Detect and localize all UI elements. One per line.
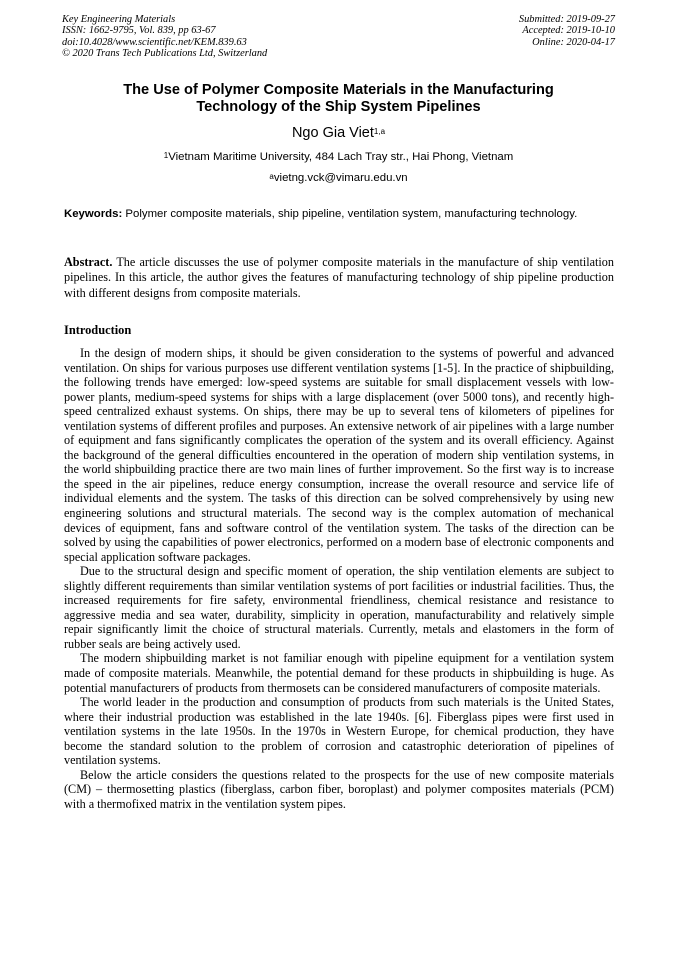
abstract-text: The article discusses the use of polymer composite materials in the manufacture of ship ventilation pipelines. In this article, the author gives the features of manufacturing technology of ship pipeline production with different designs from composite materials. xyxy=(64,255,614,300)
section-heading-introduction: Introduction xyxy=(64,323,132,337)
online-date: Online: 2020-04-17 xyxy=(532,36,615,48)
keywords-label: Keywords: xyxy=(64,208,123,220)
paragraph-4: The world leader in the production and consumption of products from such materials is the United States, where their industrial production was established in the late 1940s. [6]. Fiberglass pipes were first used in ventilation systems in the late 1950s. In the 1970s in Western Europe, for chemical production, they have become the standard solution to the problem of corrosion and catastrophic deterioration of pipelines of ventilation systems. xyxy=(64,695,614,768)
keywords-text: Polymer composite materials, ship pipeline, ventilation system, manufacturing technology. xyxy=(125,208,578,220)
affiliation-text: Vietnam Maritime University, 484 Lach Tray str., Hai Phong, Vietnam xyxy=(168,151,514,163)
email-address[interactable]: vietng.vck@vimaru.edu.vn xyxy=(273,172,408,184)
paragraph-2: Due to the structural design and specific moment of operation, the ship ventilation elements are subject to slightly different requirements than similar ventilation systems of port facilities or industrial facilities. Thus, the increased requirements for fire safety, environmental friendliness, chemical resistance and resistance to aggressive media and sea water, durability, simplicity in operation, manufacturability and relatively simple repair significantly limit the choice of structural materials. Currently, metals and elastomers in the form of rubber seals are being actively used. xyxy=(64,564,614,651)
paper-title xyxy=(62,82,615,116)
paragraph-5: Below the article considers the questions related to the prospects for the use of new composite materials (CM) – thermosetting plastics (fiberglass, carbon fiber, boroplast) and polymer composites materials (PCM) with a thermofixed matrix in the ventilation system pipes. xyxy=(64,767,614,811)
journal-header-right xyxy=(519,14,615,48)
paragraph-1: In the design of modern ships, it should be given consideration to the systems of powerful and advanced ventilation. On ships for various purposes use different ventilation systems [1-5]. In the practice of shipbuilding, the following trends have emerged: low-speed systems are suitable for small displacement vessels with low-power plants, medium-speed systems for ships with a large displacement (over 5000 tons), and recently high-speed centralized exhaust systems. On ships, there may be up to several tens of kilometers of pipelines for ventilation systems of different profiles and purposes. An extensive network of air pipelines with a large number of equipment and fans significantly complicates the operation of the system and its overall efficiency. Against the background of the general difficulties encountered in the operation of modern ship ventilation systems, in the world shipbuilding practice there are two main lines of further improvement. So the first way is to increase the speed in the air pipelines, reduce energy consumption, increase the overall resource and service life of individual elements and the system. The tasks of this direction can be solved comprehensively by using new engineering solutions and structural materials. The second way is the complex automation of mechanical devices of equipment, fans and software control of the ventilation system. The tasks of the direction can be solved by using the capabilities of power electronics, performed on a modern base of electronic components and special application software packages. xyxy=(64,346,614,564)
abstract-block xyxy=(64,255,614,301)
submitted-date: Submitted: 2019-09-27 xyxy=(518,14,615,25)
issn-line: ISSN: 1662-9795, Vol. 839, pp 63-67 xyxy=(62,25,216,37)
affiliation-line xyxy=(62,151,615,164)
paragraph-3: The modern shipbuilding market is not familiar enough with pipeline equipment for a ventilation system made of composite materials. Meanwhile, the potential demand for these products in shipbuilding is huge. As potential manufacturers of products from thermosets can be considered manufacturers of composite materials. xyxy=(64,651,614,695)
author-superscript: 1,a xyxy=(373,127,386,136)
email-superscript: a xyxy=(269,172,274,181)
doi-line: doi:10.4028/www.scientific.net/KEM.839.63 xyxy=(62,36,247,48)
email-line xyxy=(62,172,615,185)
accepted-date: Accepted: 2019-10-10 xyxy=(522,25,615,37)
journal-name: Key Engineering Materials xyxy=(62,14,176,25)
abstract-label: Abstract. xyxy=(64,255,113,269)
title-line-1: The Use of Polymer Composite Materials in the Manufacturing xyxy=(123,82,554,98)
keywords-block xyxy=(64,207,614,222)
affiliation-superscript: 1 xyxy=(163,151,169,160)
introduction-body xyxy=(64,346,614,812)
copyright-line: © 2020 Trans Tech Publications Ltd, Switzerland xyxy=(62,48,268,60)
author-line xyxy=(62,125,615,142)
title-line-2: Technology of the Ship System Pipelines xyxy=(196,99,481,115)
journal-header-left xyxy=(62,14,267,60)
author-name: Ngo Gia Viet xyxy=(291,125,374,141)
